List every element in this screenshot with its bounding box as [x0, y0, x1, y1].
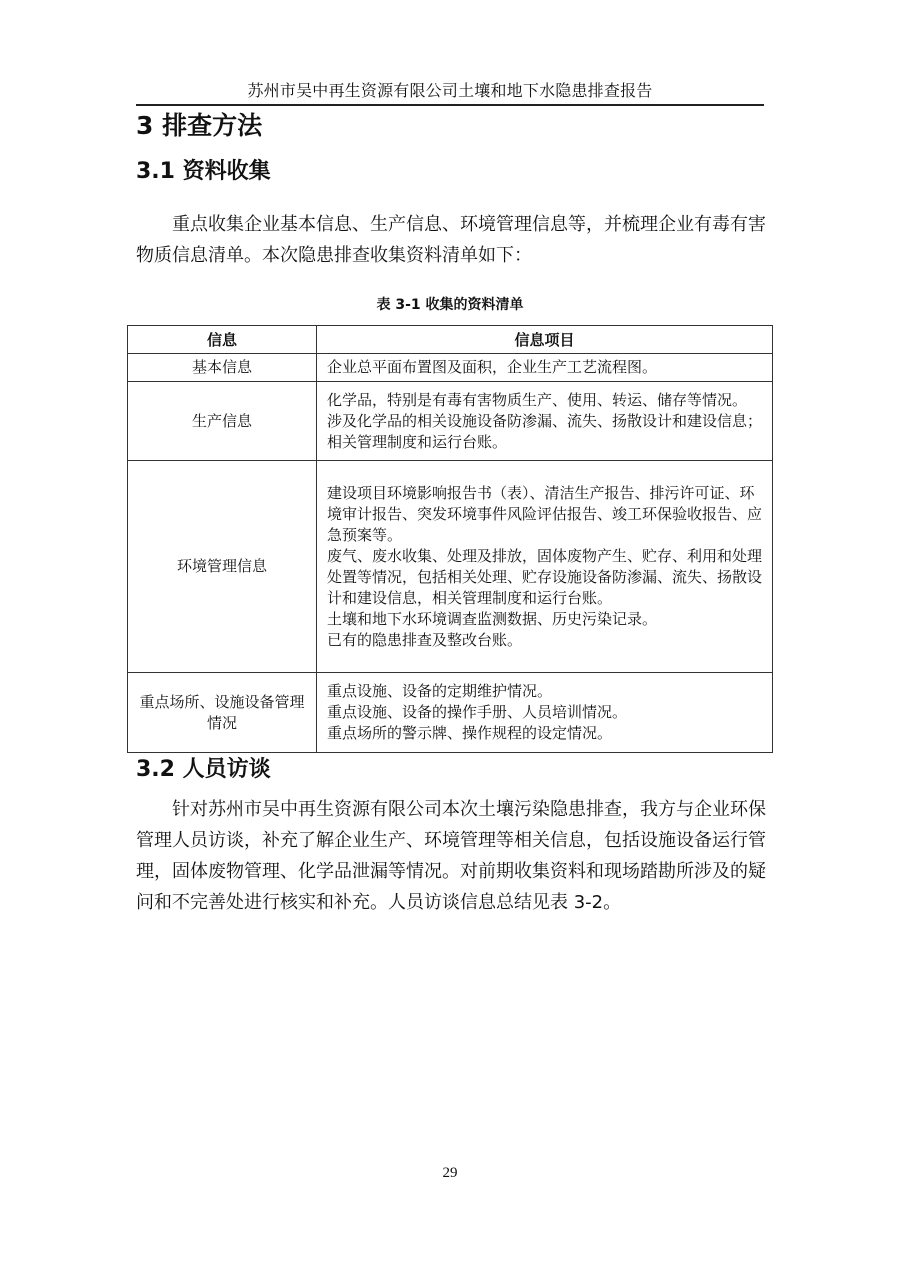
row-category: 基本信息 [128, 354, 317, 382]
page-header: 苏州市吴中再生资源有限公司土壤和地下水隐患排查报告 [247, 81, 653, 100]
paragraph-interviews: 针对苏州市吴中再生资源有限公司本次土壤污染隐患排查，我方与企业环保管理人员访谈，补充了解企业生产、环境管理等相关信息，包括设施设备运行管理，固体废物管理、化学品泄漏等情况。对前期收集资料和现场踏勘所涉及的疑问和不完善处进行核实和补充。人员访谈信息总结见表 3-2。 [136, 799, 766, 913]
header-divider [136, 104, 764, 106]
row-item: 企业总平面布置图及面积，企业生产工艺流程图。 [327, 358, 658, 376]
row-category: 环境管理信息 [128, 461, 317, 673]
table-row [128, 461, 773, 673]
row-category: 重点场所、设施设备管理情况 [128, 673, 317, 753]
row-item: 化学品，特别是有毒有害物质生产、使用、转运、储存等情况。 [327, 390, 748, 409]
data-collection-table [127, 325, 773, 753]
row-item: 重点设施、设备的操作手册、人员培训情况。 [327, 703, 628, 721]
table-header-row [128, 326, 773, 354]
row-items [317, 461, 773, 673]
subsection-title-data-collection: 3.1 资料收集 [136, 159, 271, 184]
row-item: 废气、废水收集、处理及排放，固体废物产生、贮存、利用和处理处置等情况，包括相关处理、贮存设施设备防渗漏、流失、扬散设计和建设信息，相关管理制度和运行台账。 [327, 546, 763, 607]
row-item: 土壤和地下水环境调查监测数据、历史污染记录。 [327, 609, 658, 628]
page-number: 29 [442, 1165, 458, 1181]
row-item: 涉及化学品的相关设施设备防渗漏、流失、扬散设计和建设信息；相关管理制度和运行台账。 [327, 411, 763, 451]
table-row [128, 354, 773, 382]
row-items [317, 382, 773, 461]
table-caption: 表 3-1 收集的资料清单 [376, 297, 524, 313]
table-row [128, 382, 773, 461]
section-title: 3 排查方法 [136, 111, 263, 140]
row-items [317, 673, 773, 753]
row-item: 重点设施、设备的定期维护情况。 [327, 682, 553, 700]
table-header-items: 信息项目 [317, 326, 773, 354]
row-item: 已有的隐患排查及整改台账。 [327, 630, 523, 649]
row-item: 建设项目环境影响报告书（表）、清洁生产报告、排污许可证、环境审计报告、突发环境事件风险评估报告、竣工环保验收报告、应急预案等。 [327, 483, 763, 544]
table-header-info: 信息 [128, 326, 317, 354]
paragraph-data-collection: 重点收集企业基本信息、生产信息、环境管理信息等，并梳理企业有毒有害物质信息清单。本次隐患排查收集资料清单如下： [136, 214, 766, 266]
row-items [317, 354, 773, 382]
subsection-title-interviews: 3.2 人员访谈 [136, 757, 271, 782]
table-row [128, 673, 773, 753]
row-category: 生产信息 [128, 382, 317, 461]
row-item: 重点场所的警示牌、操作规程的设定情况。 [327, 724, 613, 742]
